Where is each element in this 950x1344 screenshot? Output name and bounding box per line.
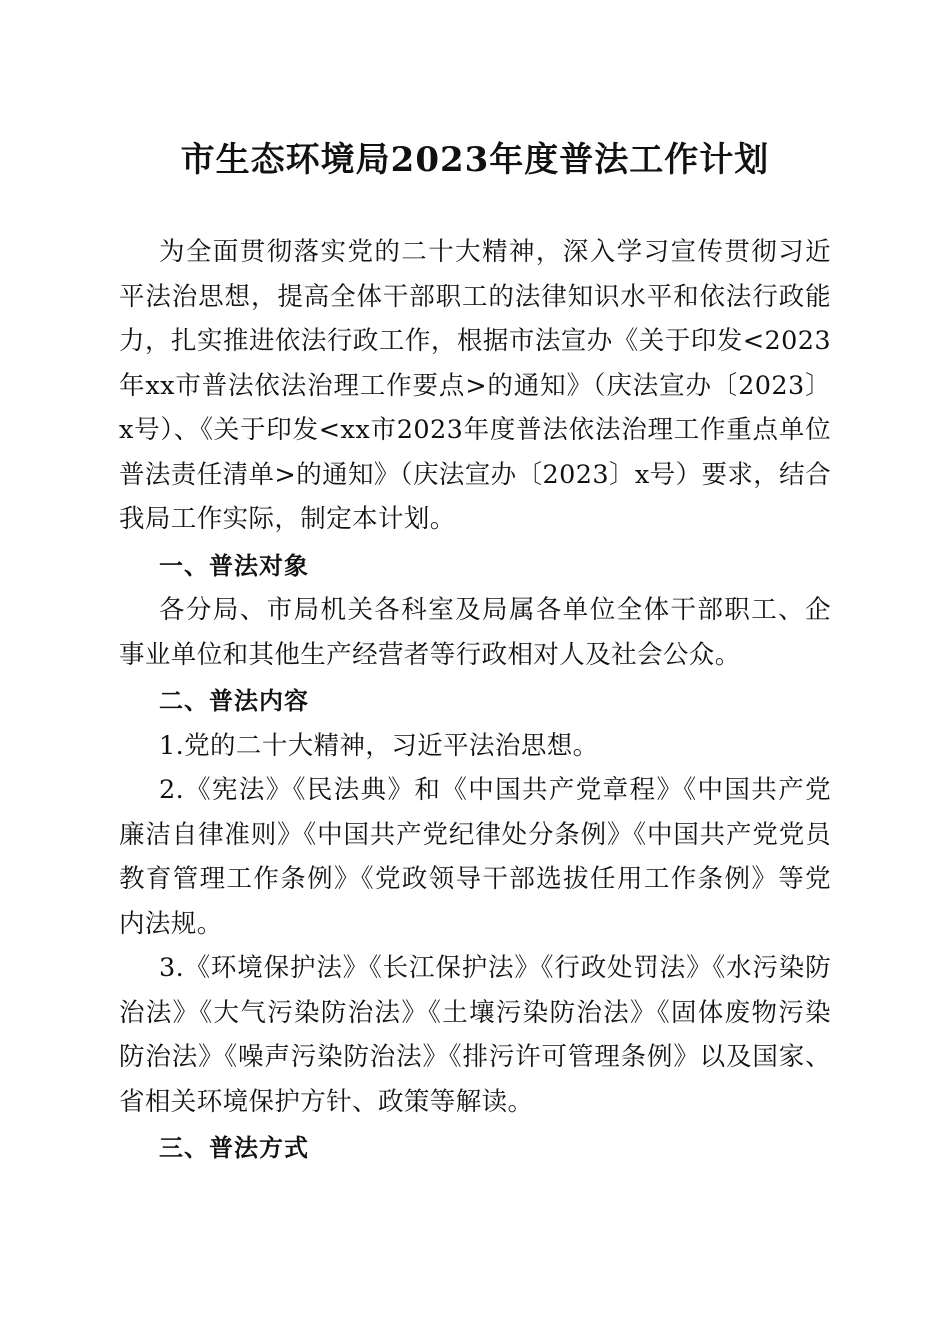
document-title: 市生态环境局2023年度普法工作计划: [180, 140, 770, 180]
targets-paragraph: 各分局、市局机关各科室及局属各单位全体干部职工、企事业单位和其他生产经营者等行政相对人及社会公众。: [119, 595, 831, 670]
document-body: [119, 230, 831, 1171]
content-item-2: 2.《宪法》《民法典》和《中国共产党章程》《中国共产党廉洁自律准则》《中国共产党纪律处分条例》《中国共产党党员教育管理工作条例》《党政领导干部选拔任用工作条例》等党内法规。: [119, 775, 831, 939]
content-item-1: 1.党的二十大精神，习近平法治思想。: [159, 730, 599, 761]
content-item-3: 3.《环境保护法》《长江保护法》《行政处罚法》《水污染防治法》《大气污染防治法》《土壤污染防治法》《固体废物污染防治法》《噪声污染防治法》《排污许可管理条例》以及国家、省相关环境保护方针、政策等解读。: [119, 953, 831, 1117]
intro-paragraph: 为全面贯彻落实党的二十大精神，深入学习宣传贯彻习近平法治思想，提高全体干部职工的法律知识水平和依法行政能力，扎实推进依法行政工作，根据市法宣办《关于印发<2023年xx市普法依法治理工作要点>的通知》（庆法宣办〔2023〕x号）、《关于印发<xx市2023年度普法依法治理工作重点单位普法责任清单>的通知》（庆法宣办〔2023〕x号）要求，结合我局工作实际，制定本计划。: [119, 237, 831, 534]
section-heading-targets: 一、普法对象: [159, 551, 309, 580]
section-heading-methods: 三、普法方式: [159, 1134, 309, 1162]
section-heading-content: 二、普法内容: [159, 687, 309, 715]
